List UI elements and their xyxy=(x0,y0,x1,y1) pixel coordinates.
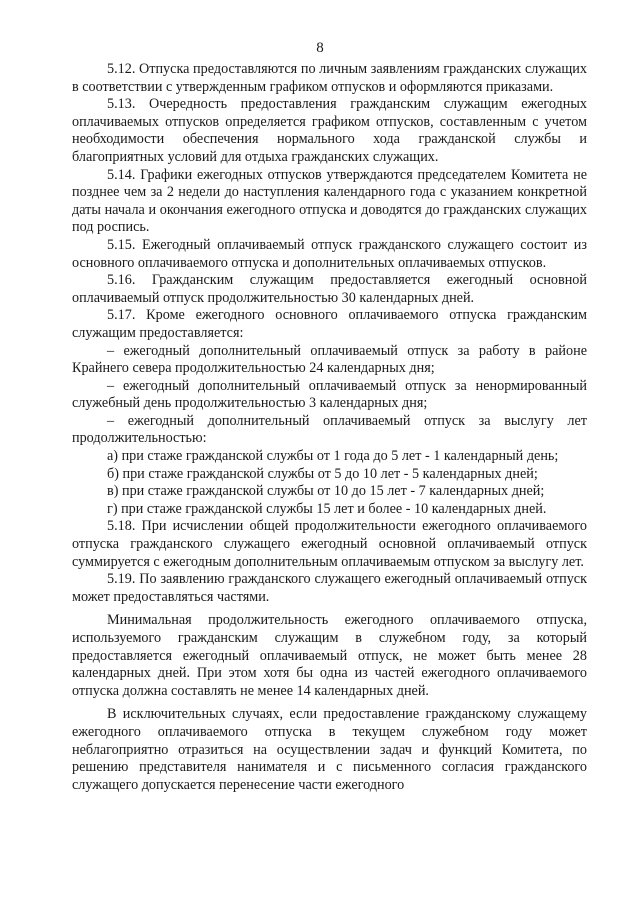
paragraph-minimum-duration: Минимальная продолжительность ежегодного оплачиваемого отпуска, используемого гражданским служащим в служебном году, за который предоставляется ежегодный оплачиваемый отпуск, не может быть менее 28 календарных дней. При этом хотя бы одна из частей ежегодного оплачиваемого отпуска должна составлять не менее 14 календарных дней. xyxy=(72,612,587,699)
paragraph-5-12: 5.12. Отпуска предоставляются по личным заявлениям гражданских служащих в соответствии с утвержденным графиком отпусков и оформляются приказами. xyxy=(72,61,587,95)
document-body xyxy=(72,61,587,794)
paragraph-5-13: 5.13. Очередность предоставления гражданским служащим ежегодных оплачиваемых отпусков определяется графиком отпусков, составленным с учетом необходимости обеспечения нормального хода гражданской службы и благоприятных условий для отдыха гражданских служащих. xyxy=(72,96,587,165)
seniority-item-d: г) при стаже гражданской службы 15 лет и более - 10 календарных дней. xyxy=(107,500,547,517)
paragraph-5-15: 5.15. Ежегодный оплачиваемый отпуск гражданского служащего состоит из основного оплачиваемого отпуска и дополнительных оплачиваемых отпусков. xyxy=(72,236,587,271)
page-number: 8 xyxy=(316,40,324,56)
seniority-item-c: в) при стаже гражданской службы от 10 до 15 лет - 7 календарных дней; xyxy=(107,483,545,500)
seniority-item-b: б) при стаже гражданской службы от 5 до 10 лет - 5 календарных дней; xyxy=(107,465,538,482)
list-item-north: – ежегодный дополнительный оплачиваемый отпуск за работу в районе Крайнего севера продолжительностью 24 календарных дня; xyxy=(72,342,587,377)
paragraph-5-16: 5.16. Гражданским служащим предоставляется ежегодный основной оплачиваемый отпуск продолжительностью 30 календарных дней. xyxy=(72,272,587,306)
list-item-irregular-day: – ежегодный дополнительный оплачиваемый отпуск за ненормированный служебный день продолжительностью 3 календарных дня; xyxy=(72,377,587,412)
paragraph-exceptional-cases: В исключительных случаях, если предоставление гражданскому служащему ежегодного оплачиваемого отпуска в текущем служебном году может неблагоприятно отразиться на осуществлении задач и функций Комитета, по решению представителя нанимателя и с письменного согласия гражданского служащего допускается перенесение части ежегодного xyxy=(72,706,587,793)
list-item-seniority: – ежегодный дополнительный оплачиваемый отпуск за выслугу лет продолжительностью: xyxy=(72,412,587,447)
paragraph-5-19: 5.19. По заявлению гражданского служащего ежегодный оплачиваемый отпуск может предоставляться частями. xyxy=(72,571,587,605)
paragraph-5-14: 5.14. Графики ежегодных отпусков утверждаются председателем Комитета не позднее чем за 2 недели до наступления календарного года с указанием конкретной даты начала и окончания ежегодного отпуска и доводятся до гражданских служащих под роспись. xyxy=(72,166,587,236)
paragraph-5-18: 5.18. При исчислении общей продолжительности ежегодного оплачиваемого отпуска гражданского служащего ежегодный основной оплачиваемый отпуск суммируется с ежегодным дополнительным оплачиваемым отпуском за выслугу лет. xyxy=(72,518,587,570)
seniority-item-a: а) при стаже гражданской службы от 1 года до 5 лет - 1 календарный день; xyxy=(107,448,559,465)
paragraph-5-17: 5.17. Кроме ежегодного основного оплачиваемого отпуска гражданским служащим предоставляется: xyxy=(72,307,587,341)
